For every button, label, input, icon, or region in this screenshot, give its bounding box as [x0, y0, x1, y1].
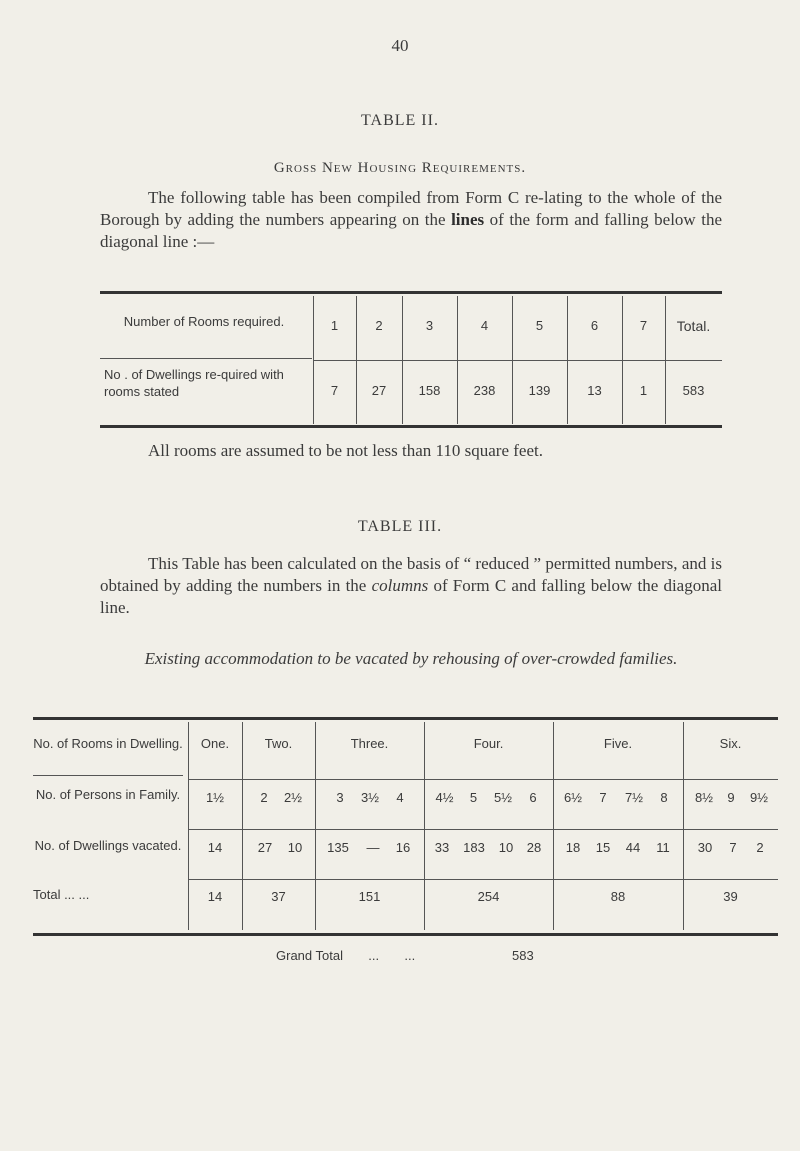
table-2-intro-a: The following table has been compiled from Form C re-lating to the whole of the Borough by adding the numbers appearing on the	[100, 188, 722, 229]
table-2-rooms-6: 6	[590, 318, 599, 333]
table-3-top-rule	[33, 717, 778, 720]
table-2-dwellings-2: 27	[371, 383, 387, 398]
table-2-column-rule	[356, 296, 357, 424]
table-2-rooms-5: 5	[535, 318, 544, 333]
table-3-vacated-value: 10	[287, 840, 303, 855]
table-3-vacated-value: 14	[207, 840, 223, 855]
table-3-vacated-value: 44	[625, 840, 641, 855]
table-3-row-rule	[188, 829, 778, 830]
table-3-persons-value: 9	[727, 790, 735, 805]
table-3-persons-value: 1½	[205, 790, 225, 805]
table-3-vacated-value: 15	[595, 840, 611, 855]
table-3-col-three: Three.	[350, 736, 389, 751]
table-2-column-rule	[402, 296, 403, 424]
table-3-col-six: Six.	[719, 736, 742, 751]
table-3-caption: Existing accommodation to be vacated by rehousing of over-crowded families.	[144, 649, 678, 668]
table-3-vacated-value: 183	[463, 840, 485, 855]
table-3-total-label: Total ... ...	[33, 887, 90, 902]
table-2-divider	[313, 360, 722, 361]
table-2-intro-b: of the form and falling below the diagonal line :—	[100, 210, 722, 251]
table-3-total-four: 254	[477, 889, 500, 904]
table-3-vacated-value: 27	[257, 840, 273, 855]
table-2-top-rule	[100, 291, 722, 294]
table-3-total-two: 37	[271, 889, 286, 904]
table-3-vacated-value: 7	[729, 840, 737, 855]
table-3-persons-value: 3	[336, 790, 344, 805]
table-3-total-five: 88	[610, 889, 626, 904]
table-3-persons-value: 8½	[694, 790, 714, 805]
table-3-vacated-value: 33	[434, 840, 450, 855]
table-3-persons-value: 2½	[283, 790, 303, 805]
table-3-persons-label: No. of Persons in Family.	[35, 787, 181, 802]
table-3-intro-a: This Table has been calculated on the basis of “ reduced ” permitted numbers, and is obtained by adding the numbers in the	[100, 554, 722, 595]
table-2-rooms-3: 3	[425, 318, 434, 333]
table-3-vacated-value: 135	[327, 840, 349, 855]
table-2-dwellings-3: 158	[418, 383, 441, 398]
table-3-persons-value: 3½	[360, 790, 380, 805]
table-3-row-rule	[33, 775, 183, 776]
table-2-column-rule	[567, 296, 568, 424]
table-3-row-rule	[188, 779, 778, 780]
table-3-vacated-value: 10	[498, 840, 514, 855]
page-number: 40	[391, 36, 409, 55]
table-2-rooms-1: 1	[330, 318, 339, 333]
table-2-dwellings-7: 1	[639, 383, 648, 398]
table-3-row-rule	[188, 879, 778, 880]
table-2-dwellings-1: 7	[330, 383, 339, 398]
room-size-note	[100, 440, 722, 462]
grand-total-label: Grand Total ... ...	[276, 948, 416, 963]
table-3-intro	[100, 553, 722, 619]
table-2-dwellings-label: No . of Dwellings re-quired with rooms stated	[104, 367, 284, 399]
table-2-dwellings-5: 139	[528, 383, 551, 398]
table-3-vacated-value: 28	[526, 840, 542, 855]
grand-total-value: 583	[512, 948, 534, 963]
table-2-rooms-7: 7	[639, 318, 648, 333]
table-3-persons-value: 7½	[624, 790, 644, 805]
table-2-dwellings-6: 13	[587, 383, 602, 398]
table-3-col-five: Five.	[603, 736, 633, 751]
table-3-vacated-value: —	[366, 840, 380, 855]
table-3-dwellings-label: No. of Dwellings vacated.	[34, 838, 182, 853]
table-3-col-two: Two.	[264, 736, 293, 751]
table-2-dwellings-total: 583	[682, 383, 705, 398]
table-2-column-rule	[457, 296, 458, 424]
table-3-intro-b: of Form C and falling below the diagonal line.	[100, 576, 722, 617]
table-3-persons-value: 9½	[749, 790, 769, 805]
table-3-persons-value: 6½	[563, 790, 583, 805]
table-2-intro	[100, 187, 722, 253]
table-2-intro-bold: lines	[451, 210, 485, 229]
table-3-persons-value: 8	[660, 790, 668, 805]
table-3-vacated-value: 16	[395, 840, 411, 855]
table-2-column-rule	[665, 296, 666, 424]
table-2-dwellings-4: 238	[473, 383, 496, 398]
table-3-col-four: Four.	[473, 736, 504, 751]
table-3-persons-value: 4	[396, 790, 404, 805]
room-size-note-text: All rooms are assumed to be not less than 110 square feet.	[148, 441, 543, 460]
table-3-rooms-label: No. of Rooms in Dwelling.	[33, 736, 183, 751]
table-3-persons-value: 4½	[435, 790, 454, 805]
table-2-column-rule	[313, 296, 314, 424]
table-3-bottom-rule	[33, 933, 778, 936]
table-3-total-six: 39	[723, 889, 738, 904]
table-3-vacated-value: 2	[756, 840, 764, 855]
table-3-persons-value: 5	[469, 790, 478, 805]
table-3-persons-value: 6	[529, 790, 537, 805]
table-2-rooms-2: 2	[375, 318, 383, 333]
table-2-title: TABLE II.	[361, 112, 439, 129]
table-2-divider	[100, 358, 312, 359]
table-3-persons-value: 5½	[493, 790, 513, 805]
table-3-intro-italic: columns	[371, 576, 429, 595]
table-2-rooms-label: Number of Rooms required.	[123, 314, 285, 329]
table-2-column-rule	[622, 296, 623, 424]
table-2-rooms-4: 4	[480, 318, 489, 333]
table-3-total-one: 14	[207, 889, 223, 904]
table-3-persons-value: 2	[260, 790, 268, 805]
table-3-title: TABLE III.	[357, 518, 443, 535]
table-3-vacated-value: 11	[656, 840, 670, 855]
table-3-total-three: 151	[358, 889, 381, 904]
table-2-rooms-total: Total.	[676, 318, 711, 334]
table-3-col-one: One.	[200, 736, 230, 751]
table-3-vacated-value: 30	[697, 840, 713, 855]
table-2-bottom-rule	[100, 425, 722, 428]
table-3-persons-value: 7	[599, 790, 607, 805]
table-2-column-rule	[512, 296, 513, 424]
table-2-subtitle: Gross New Housing Requirements.	[273, 160, 527, 176]
table-3-vacated-value: 18	[565, 840, 581, 855]
